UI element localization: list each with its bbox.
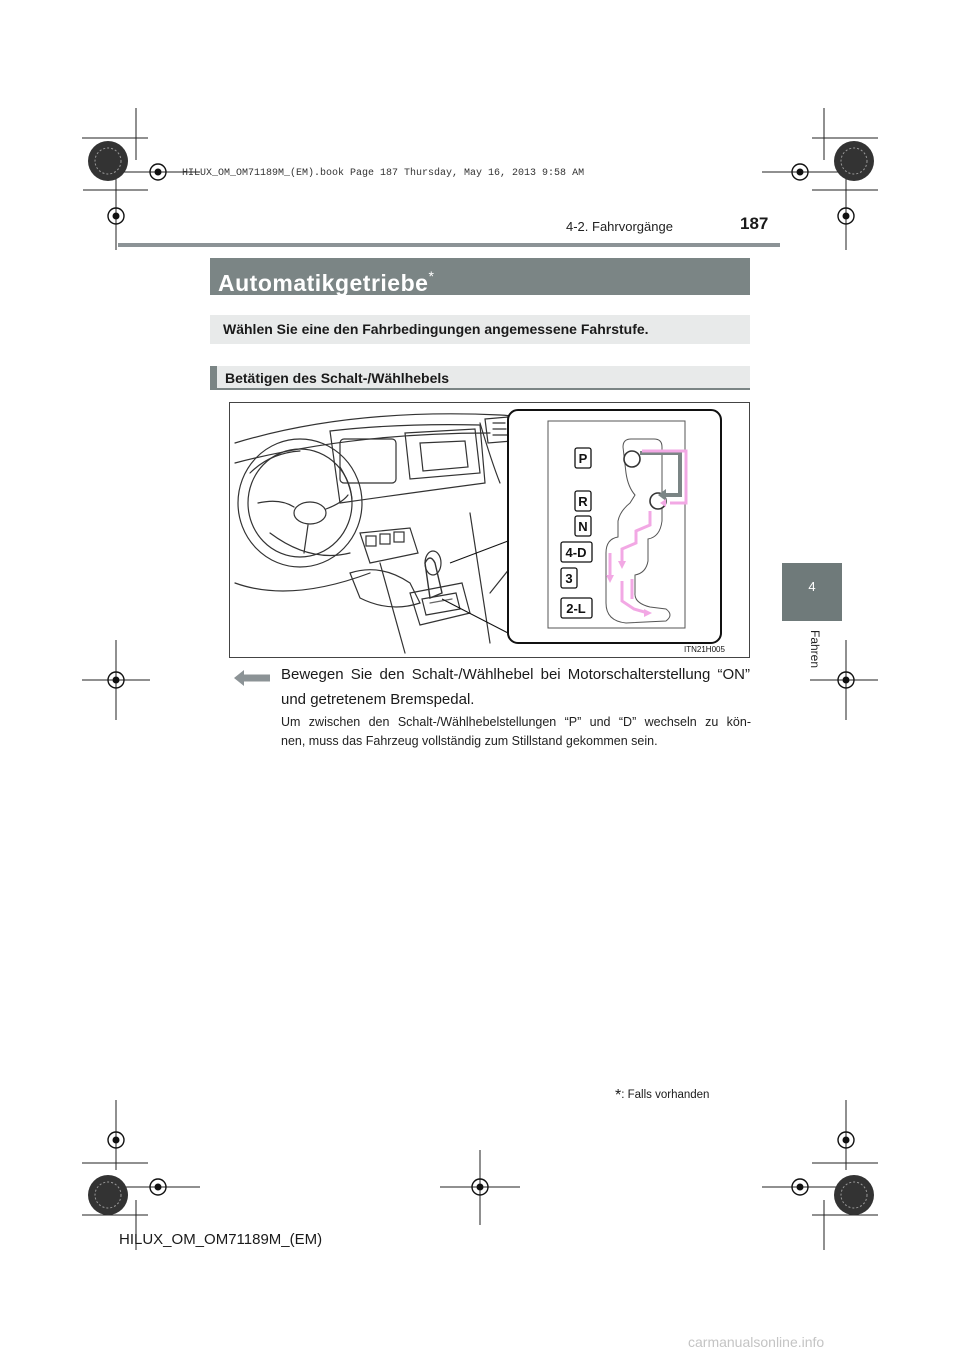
footnote-text: : Falls vorhanden <box>621 1089 710 1101</box>
instruction-line-2: und getretenem Bremspedal. <box>281 691 475 708</box>
illustration-svg <box>230 403 749 657</box>
instruction-line-1: Bewegen Sie den Schalt-/Wählhebel bei Motorschalterstellung “ON” <box>281 666 750 683</box>
subheading: Betätigen des Schalt-/Wählhebels <box>210 366 750 390</box>
note-line-2: nen, muss das Fahrzeug vollständig zum Stillstand gekommen sein. <box>281 734 658 748</box>
note-line-1: Um zwischen den Schalt-/Wählhebelstellungen “P” und “D” wechseln zu kön- <box>281 715 751 729</box>
page-number: 187 <box>740 214 769 233</box>
gear-label-4d: 4-D <box>565 545 587 560</box>
footnote <box>615 1087 709 1105</box>
header-rule <box>118 243 780 247</box>
intro-box: Wählen Sie eine den Fahrbedingungen angemessene Fahrstufe. <box>210 315 750 344</box>
chapter-tab: 4 <box>782 563 842 621</box>
arrow-left-icon <box>234 670 270 686</box>
chapter-label: Fahren <box>808 630 822 669</box>
figure-code: ITN21H005 <box>684 645 725 654</box>
footer-book-code: HILUX_OM_OM71189M_(EM) <box>119 1231 323 1248</box>
title-text: Automatikgetriebe <box>218 270 429 296</box>
section-label: 4-2. Fahrvorgänge <box>566 219 673 234</box>
page-title <box>210 258 750 295</box>
gear-label-2l: 2-L <box>566 601 586 616</box>
print-header: HILUX_OM_OM71189M_(EM).book Page 187 Thursday, May 16, 2013 9:58 AM <box>182 168 585 179</box>
shift-lever-illustration <box>229 402 750 658</box>
gear-label-3: 3 <box>565 571 573 586</box>
gear-label-r: R <box>578 494 588 509</box>
gear-label-n: N <box>578 519 588 534</box>
asterisk-icon: * <box>615 1087 622 1104</box>
gear-label-p: P <box>578 451 588 466</box>
note <box>281 713 751 751</box>
title-asterisk: * <box>428 268 435 284</box>
watermark: carmanualsonline.info <box>688 1334 825 1350</box>
